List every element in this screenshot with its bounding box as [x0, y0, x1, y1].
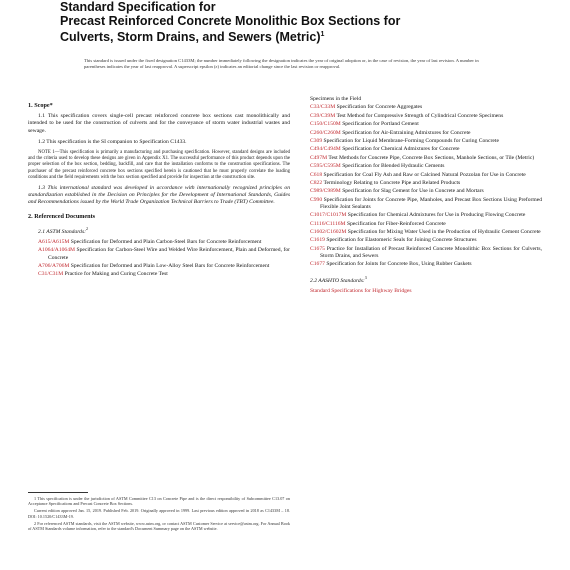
reference-link[interactable]: C150/C150M — [310, 121, 341, 128]
footnote-2: 2 For referenced ASTM standards, visit the ASTM website, www.astm.org, or contact ASTM Customer Service at service@astm.org. For Annual Book of ASTM Standards volume information, refer to the standard's Document Summary page on the ASTM website. — [28, 520, 290, 532]
reference-item[interactable]: C494/C494M Specification for Chemical Admixtures for Concrete — [310, 146, 460, 153]
reference-item[interactable]: C33/C33M Specification for Concrete Aggregates — [310, 104, 423, 111]
scope-heading: 1. Scope* — [28, 102, 53, 109]
reference-item[interactable]: C990 Specification for Joints for Concrete Pipe, Manholes, and Precast Box Sections Using Preformed Flexible Joint Sealants — [310, 196, 542, 210]
reference-link[interactable]: A1064/A1064M — [38, 247, 75, 254]
reference-item[interactable]: C309 Specification for Liquid Membrane-Forming Compounds for Curing Concrete — [310, 137, 499, 144]
footnote-1: 1 This specification is under the jurisdiction of ASTM Committee C13 on Concrete Pipe and is the direct responsibility of Subcommittee C13.07 on Acceptance Specifications and Precast Concrete Box Sections. — [28, 496, 290, 507]
reference-item[interactable]: C1017/C1017M Specification for Chemical Admixtures for Use in Producing Flowing Concrete — [310, 212, 526, 219]
reference-item[interactable]: C1602/C1602M Specification for Mixing Water Used in the Production of Hydraulic Cement Concrete — [310, 229, 541, 236]
left-column — [28, 96, 290, 280]
reference-item[interactable]: C595/C595M Specification for Blended Hydraulic Cements — [310, 163, 445, 170]
reference-link[interactable]: C1675 — [310, 245, 325, 252]
reference-link[interactable]: C1619 — [310, 237, 325, 244]
astm-standards-subheading: 2.1 ASTM Standards:$^2$ — [38, 225, 89, 235]
reference-link[interactable]: C618 — [310, 171, 323, 178]
reference-item[interactable]: C822 Terminology Relating to Concrete Pipe and Related Products — [310, 179, 461, 186]
reference-item[interactable]: C618 Specification for Coal Fly Ash and Raw or Calcined Natural Pozzolan for Use in Concrete — [310, 171, 526, 178]
scope-para-1-1: 1.1 This specification covers single-cell precast reinforced concrete box sections cast monolithically and intended to be used for the construction of culverts and for the conveyance of storm water industrial wastes and sewage. — [28, 113, 290, 134]
reference-link[interactable]: C31/C31M — [38, 271, 64, 278]
reference-link[interactable]: C1602/C1602M — [310, 229, 347, 236]
reference-link[interactable]: C309 — [310, 137, 323, 144]
reference-item[interactable]: C260/C260M Specification for Air-Entraining Admixtures for Concrete — [310, 129, 471, 136]
title-line-3: Culverts, Storm Drains, and Sewers (Metric)$^1$ — [60, 30, 325, 45]
reference-item[interactable]: Specimens in the Field — [310, 96, 362, 102]
scope-note-1: NOTE 1—This specification is primarily a manufacturing and purchasing specification. However, standard designs are included and the criteria used to develop these designs are given in Appendix X1. The successful performance of this product depends upon the proper selection of the box section, bedding, backfill, and care that the installation conforms to the construction specifications. The purchaser of the precast reinforced concrete box sections specified herein is cautioned that he must properly correlate the loading conditions and the field requirements with the box section specified and provide for inspection at the construction site. — [28, 150, 290, 180]
footnotes — [28, 496, 290, 533]
reference-item[interactable]: C1675 Practice for Installation of Precast Reinforced Concrete Monolithic Box Sections for Culverts, Storm Drains, and Sewers — [310, 245, 542, 260]
footnote-1-edition: Current edition approved Jan. 15, 2019. Published Feb. 2019. Originally approved in 1999. Last previous edition approved in 2018 as C1433M – 18. DOI: 10.1520/C1433M-19. — [28, 508, 290, 519]
reference-link[interactable]: C989/C989M — [310, 188, 341, 195]
reference-link[interactable]: C1116/C1116M — [310, 220, 346, 227]
title-line-1: Standard Specification for — [60, 0, 216, 14]
reference-item[interactable]: C1619 Specification for Elastomeric Seals for Joining Concrete Structures — [310, 237, 477, 244]
reference-link[interactable]: C497M — [310, 154, 328, 161]
scope-para-1-3: 1.3 This international standard was developed in accordance with internationally recognized principles on standardization established in the Decision on Principles for the Development of International Standards, Guides and Recommendations issued by the World Trade Organization Technical Barriers to Trade (TBT) Committee. — [28, 185, 290, 206]
reference-link[interactable]: C990 — [310, 196, 323, 203]
right-reference-list — [300, 96, 542, 269]
aashto-reference-link[interactable]: Standard Specifications for Highway Bridges — [310, 287, 412, 294]
reference-link[interactable]: C822 — [310, 179, 323, 186]
referenced-documents-heading: 2. Referenced Documents — [28, 212, 96, 220]
reference-link[interactable]: C595/C595M — [310, 163, 341, 170]
document-title — [60, 0, 530, 45]
reference-link[interactable]: A706/A706M — [38, 262, 70, 269]
designation-note: This standard is issued under the fixed designation C1433M; the number immediately following the designation indicates the year of original adoption or, in the case of revision, the year of last revision. A number in parentheses indicates the year of last reapproval. A superscript epsilon (ε) indicates an editorial change since the last revision or reapproval. — [84, 58, 479, 69]
reference-item[interactable]: A615/A615M Specification for Deformed and Plain Carbon-Steel Bars for Concrete Reinforcement — [38, 238, 262, 245]
reference-link[interactable]: C1017/C1017M — [310, 212, 347, 219]
reference-link[interactable]: C494/C494M — [310, 146, 341, 153]
reference-item[interactable]: C39/C39M Test Method for Compressive Strength of Cylindrical Concrete Specimens — [310, 112, 504, 119]
reference-link[interactable]: C33/C33M — [310, 104, 336, 111]
reference-link[interactable]: C1677 — [310, 261, 325, 268]
reference-item[interactable]: C497M Test Methods for Concrete Pipe, Concrete Box Sections, Manhole Sections, or Tile (Metric) — [310, 154, 535, 161]
reference-item[interactable]: C31/C31M Practice for Making and Curing Concrete Test — [38, 271, 168, 278]
right-column — [300, 96, 542, 296]
reference-item[interactable]: C1677 Specification for Joints for Concrete Box, Using Rubber Gaskets — [310, 261, 472, 268]
title-line-2: Precast Reinforced Concrete Monolithic Box Sections for — [60, 14, 401, 29]
reference-item[interactable]: C989/C989M Specification for Slag Cement for Use in Concrete and Mortars — [310, 188, 484, 195]
aashto-standards-subheading: 2.2 AASHTO Standards:$^3$ — [310, 274, 367, 284]
title-footnote-mark: 1 — [320, 31, 325, 39]
reference-link[interactable]: A615/A615M — [38, 238, 70, 245]
reference-item[interactable]: A706/A706M Specification for Deformed and Plain Low-Alloy Steel Bars for Concrete Reinforcement — [38, 262, 270, 269]
reference-item[interactable]: C1116/C1116M Specification for Fiber-Reinforced Concrete — [310, 220, 446, 227]
reference-item[interactable]: C150/C150M Specification for Portland Cement — [310, 121, 419, 128]
scope-para-1-2: 1.2 This specification is the SI companion to Specification C1433. — [38, 138, 187, 145]
reference-item[interactable]: A1064/A1064M Specification for Carbon-Steel Wire and Welded Wire Reinforcement, Plain and Deformed, for Concrete — [38, 247, 290, 261]
reference-link[interactable]: C39/C39M — [310, 112, 336, 119]
reference-link[interactable]: C260/C260M — [310, 129, 341, 136]
footnote-divider — [28, 492, 88, 493]
